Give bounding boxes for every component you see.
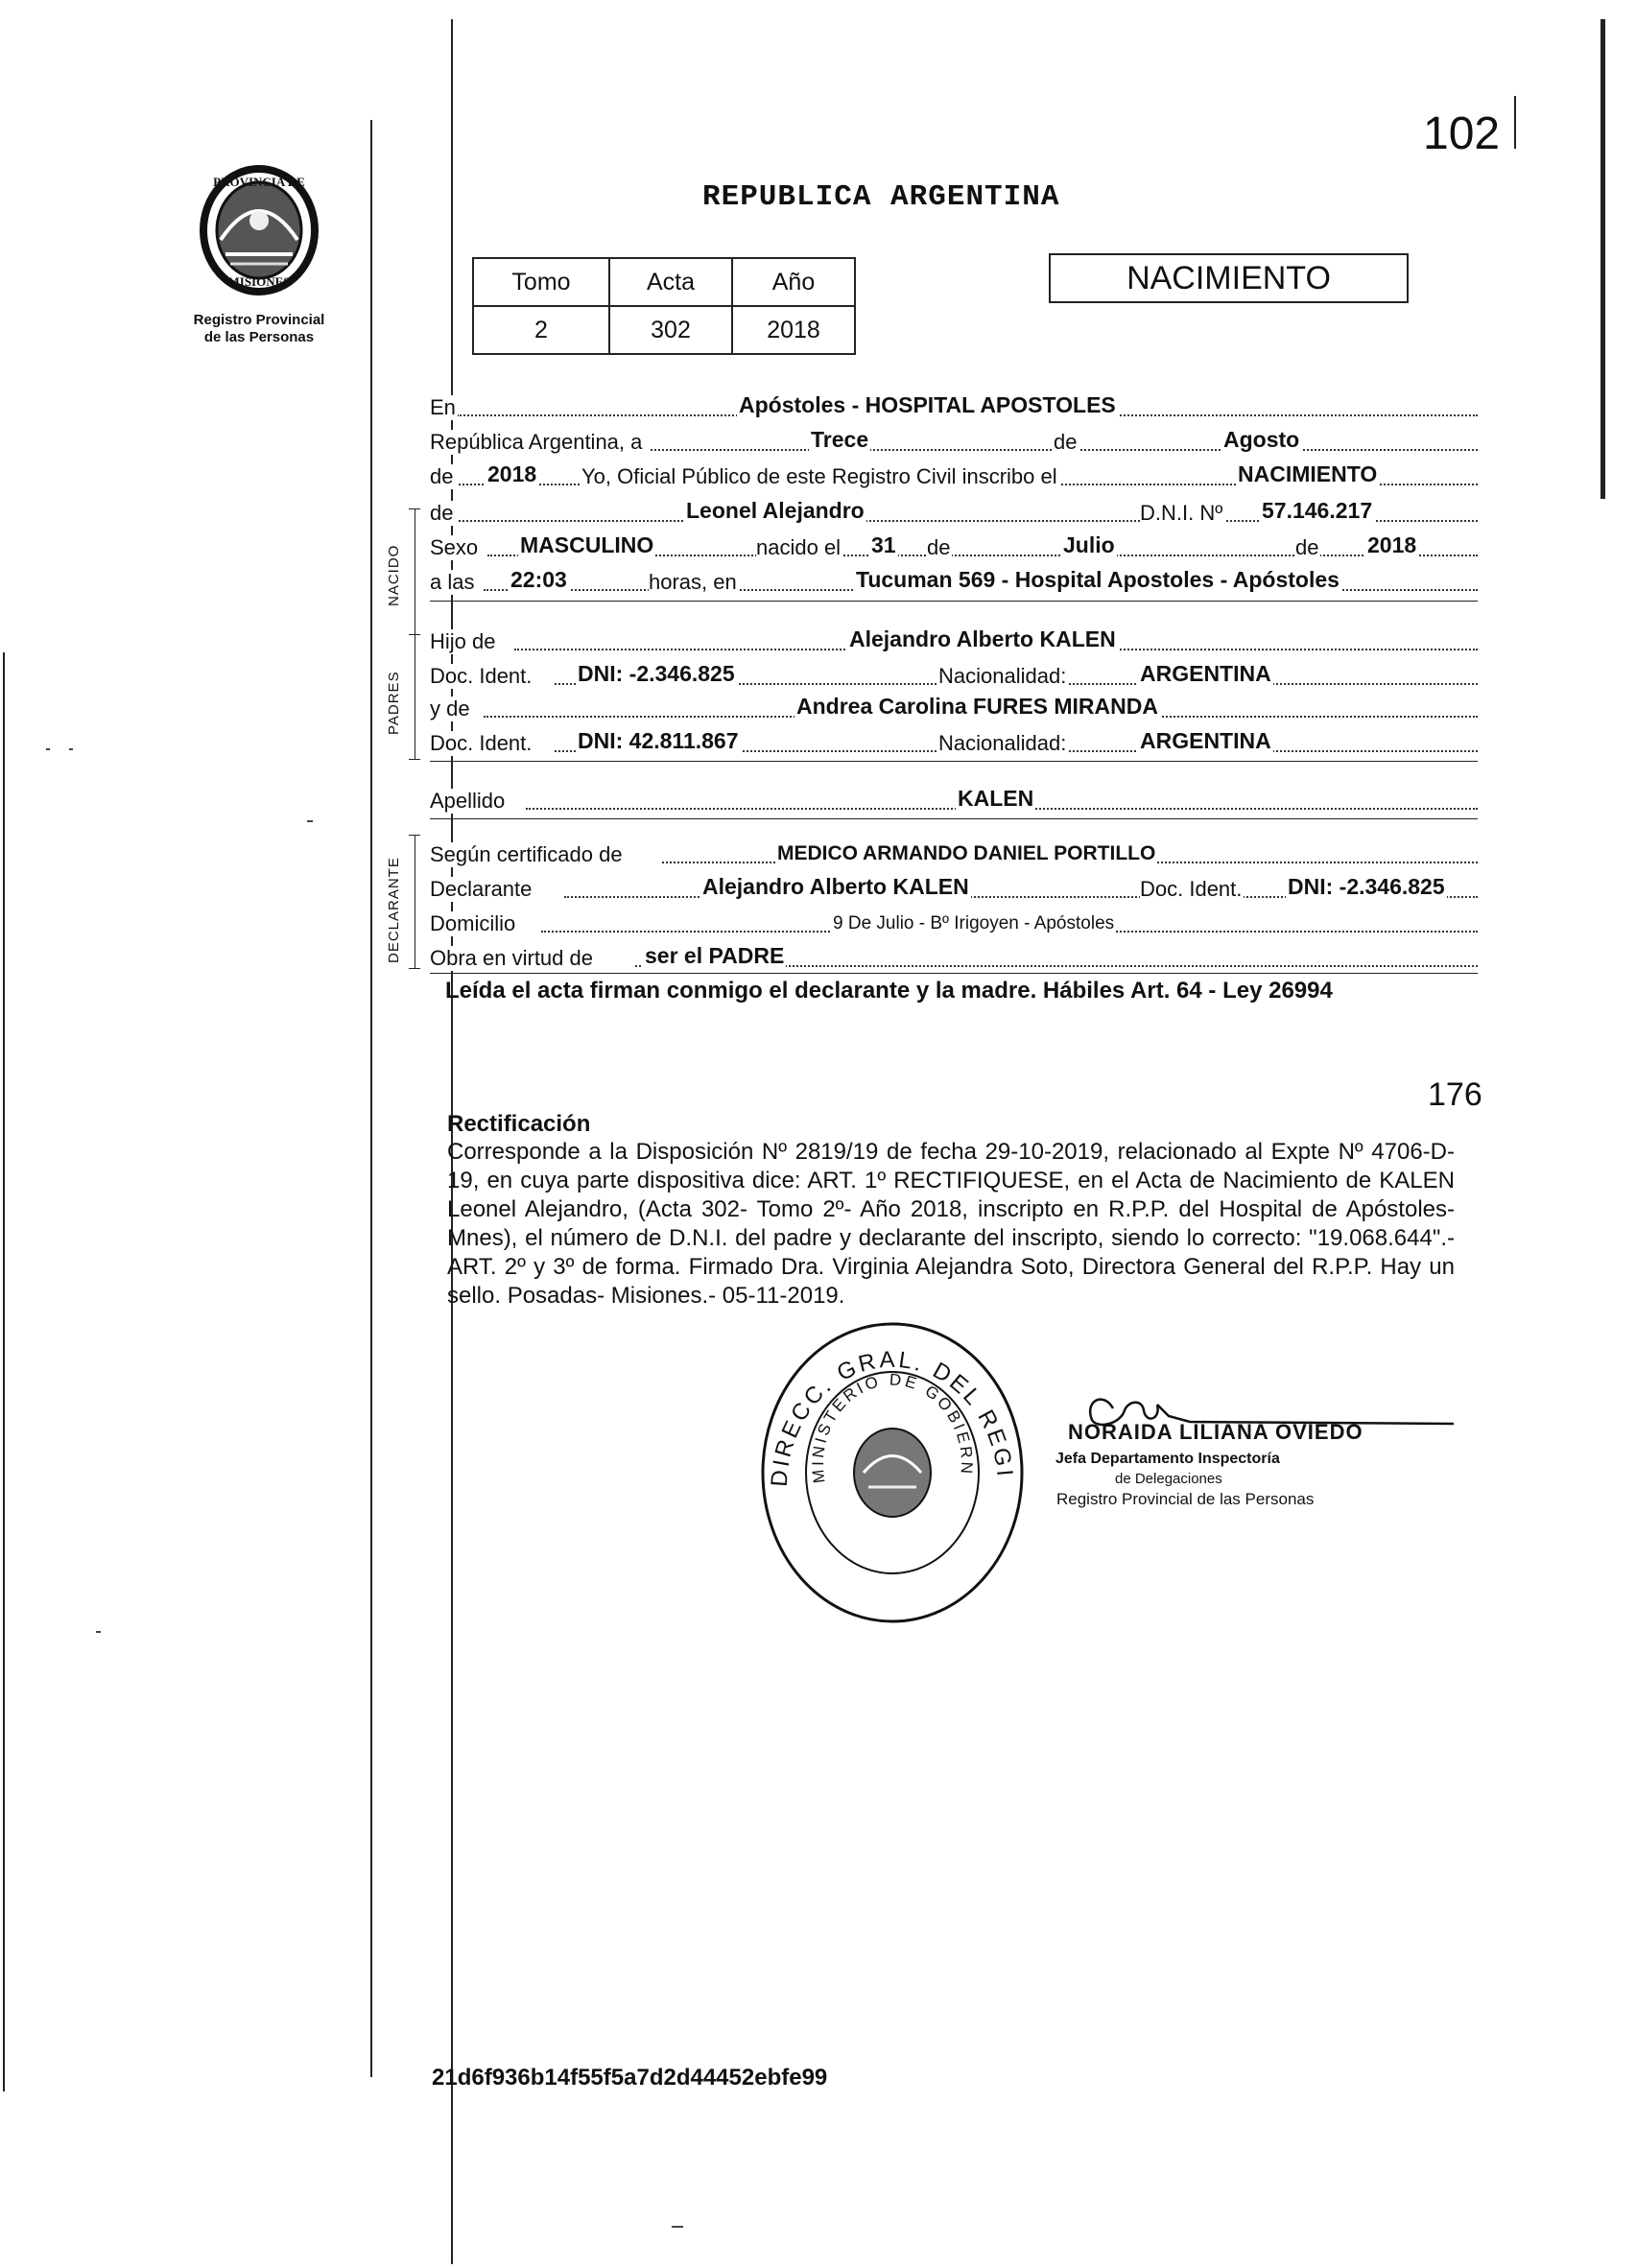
value-ano: 2018 <box>732 306 855 354</box>
stamp-inner-text: MINISTERIO DE GOBIERN <box>808 1370 977 1484</box>
label-apellido: Apellido <box>430 789 506 813</box>
label-doc-2: Doc. Ident. <box>430 731 533 755</box>
value-child-dni: 57.146.217 <box>1262 498 1373 523</box>
bracket-tick <box>409 508 420 509</box>
label-dni: D.N.I. Nº <box>1140 501 1223 525</box>
value-child-name: Leonel Alejandro <box>686 498 865 523</box>
scan-speck <box>69 748 73 750</box>
value-mother-nationality: ARGENTINA <box>1140 728 1271 753</box>
row-address <box>430 902 1478 938</box>
page-edge-line <box>1600 19 1605 499</box>
row-child-name <box>430 491 1478 528</box>
header-tomo: Tomo <box>473 258 609 306</box>
value-address: 9 De Julio - Bº Irigoyen - Apóstoles <box>833 913 1115 933</box>
logo-caption <box>163 312 355 346</box>
value-mother-name: Andrea Carolina FURES MIRANDA <box>796 694 1158 719</box>
scan-edge-line <box>3 652 5 2091</box>
row-certificate <box>430 833 1478 869</box>
row-father-doc <box>430 654 1478 691</box>
label-doc: Doc. Ident. <box>430 664 533 688</box>
rule-after-padres <box>430 761 1478 762</box>
value-act-type: NACIMIENTO <box>1238 461 1378 486</box>
label-segun: Según certificado de <box>430 842 623 866</box>
row-declarant <box>430 867 1478 904</box>
scan-speck <box>46 748 50 750</box>
row-mother <box>430 687 1478 723</box>
logo-caption-line-2: de las Personas <box>203 329 315 345</box>
closing-note: Leída el acta firman conmigo el declarante y la madre. Hábiles Art. 64 - Ley 26994 <box>445 978 1333 1004</box>
value-birth-day: 31 <box>871 532 896 557</box>
page-number-rule <box>1514 96 1516 149</box>
label-horas: horas, en <box>649 570 737 594</box>
header-ano: Año <box>732 258 855 306</box>
value-father-nationality: ARGENTINA <box>1140 661 1271 686</box>
hash-code: 21d6f936b14f55f5a7d2d44452ebfe99 <box>432 2065 828 2091</box>
label-de-5: de <box>1295 535 1319 559</box>
value-birth-time: 22:03 <box>510 567 567 592</box>
row-date <box>430 420 1478 457</box>
value-father-doc: DNI: -2.346.825 <box>578 661 735 686</box>
side-label-padres: PADRES <box>386 671 402 735</box>
label-declarante: Declarante <box>430 877 533 901</box>
value-acta: 302 <box>609 306 732 354</box>
value-year: 2018 <box>487 461 537 486</box>
value-declarant-doc: DNI: -2.346.825 <box>1288 874 1445 899</box>
row-father <box>430 620 1478 656</box>
signatory-title-2: de Delegaciones <box>1115 1471 1222 1487</box>
value-father-name: Alejandro Alberto KALEN <box>849 626 1116 651</box>
signatory-name: NORAIDA LILIANA OVIEDO <box>1068 1420 1363 1444</box>
bracket-tick <box>409 968 420 969</box>
annotation-number: 176 <box>1428 1076 1482 1113</box>
value-capacity: ser el PADRE <box>645 943 785 968</box>
label-de: de <box>1054 430 1078 454</box>
label-obra: Obra en virtud de <box>430 946 593 970</box>
scan-speck <box>672 2226 683 2228</box>
label-de-3: de <box>430 501 454 525</box>
value-tomo: 2 <box>473 306 609 354</box>
row-mother-doc <box>430 721 1478 758</box>
value-certificate: MEDICO ARMANDO DANIEL PORTILLO <box>777 842 1156 864</box>
bracket-tick <box>409 759 420 760</box>
value-birth-year: 2018 <box>1367 532 1417 557</box>
label-sexo: Sexo <box>430 535 479 559</box>
label-nacionalidad: Nacionalidad: <box>938 664 1067 688</box>
page-number: 102 <box>1423 108 1501 159</box>
scan-speck <box>96 1631 101 1633</box>
row-year-act <box>430 455 1478 491</box>
record-type-box: NACIMIENTO <box>1049 253 1409 303</box>
label-hijo: Hijo de <box>430 629 496 653</box>
seal-text-bottom: MISIONES <box>227 274 291 289</box>
value-place: Apóstoles - HOSPITAL APOSTOLES <box>739 392 1116 417</box>
row-place <box>430 386 1478 422</box>
row-capacity <box>430 936 1478 973</box>
province-seal-logo <box>192 163 326 307</box>
stamp-outer-text: DIRECC. GRAL. DEL REGI <box>766 1346 1018 1488</box>
row-surname <box>430 779 1478 815</box>
rule-after-declarante <box>430 973 1478 974</box>
value-day: Trece <box>811 427 869 452</box>
scan-speck <box>307 820 313 822</box>
country-title: REPUBLICA ARGENTINA <box>702 180 1060 214</box>
label-de-2: de <box>430 464 454 488</box>
side-label-nacido: NACIDO <box>386 544 402 606</box>
row-birth-date <box>430 526 1478 562</box>
rectification-heading: Rectificación <box>447 1111 591 1137</box>
label-nacido: nacido el <box>756 535 842 559</box>
official-stamp <box>748 1314 1036 1631</box>
signatory-title-1: Jefa Departamento Inspectoría <box>1055 1451 1280 1467</box>
label-en: En <box>430 395 456 419</box>
rule-after-nacido <box>430 601 1478 602</box>
bracket-tick <box>409 835 420 836</box>
value-month: Agosto <box>1223 427 1300 452</box>
label-de-4: de <box>927 535 951 559</box>
label-yo: Yo, Oficial Público de este Registro Civil inscribo el <box>581 464 1057 488</box>
value-birth-month: Julio <box>1063 532 1115 557</box>
label-doc-3: Doc. Ident. <box>1140 877 1243 901</box>
header-acta: Acta <box>609 258 732 306</box>
value-surname: KALEN <box>958 786 1034 811</box>
value-sex: MASCULINO <box>520 532 654 557</box>
value-declarant: Alejandro Alberto KALEN <box>702 874 969 899</box>
label-y-de: y de <box>430 697 470 721</box>
signatory-title-3: Registro Provincial de las Personas <box>1056 1490 1315 1508</box>
label-domicilio: Domicilio <box>430 911 516 935</box>
label-a-las: a las <box>430 570 475 594</box>
rectification-body: Corresponde a la Disposición Nº 2819/19 de fecha 29-10-2019, relacionado al Expte Nº 4706-D-19, en cuya parte dispositiva dice: ART. 1º RECTIFIQUESE, en el Acta de Nacimiento de KALEN Leonel Alejandro, (Acta 302- Tomo 2º- Año 2018, inscripto en R.P.P. del Hospital de Apóstoles-Mnes), el número de D.N.I. del padre y declarante del inscripto, siendo lo correcto: "19.068.644".- ART. 2º y 3º de forma. Firmado Dra. Virginia Alejandra Soto, Directora General del R.P.P. Hay un sello. Posadas- Misiones.- 05-11-2019. <box>447 1139 1455 1309</box>
value-birth-place: Tucuman 569 - Hospital Apostoles - Apóstoles <box>856 567 1340 592</box>
label-nacionalidad-2: Nacionalidad: <box>938 731 1067 755</box>
row-birth-place <box>430 560 1478 597</box>
margin-line-left <box>370 120 372 2077</box>
side-label-declarante: DECLARANTE <box>386 857 402 963</box>
value-mother-doc: DNI: 42.811.867 <box>578 728 739 753</box>
registry-table <box>472 257 856 355</box>
logo-caption-line-1: Registro Provincial <box>193 312 325 328</box>
label-republic: República Argentina, a <box>430 430 643 454</box>
seal-text-top: PROVINCIA DE <box>213 175 305 189</box>
rule-after-apellido <box>430 818 1478 819</box>
